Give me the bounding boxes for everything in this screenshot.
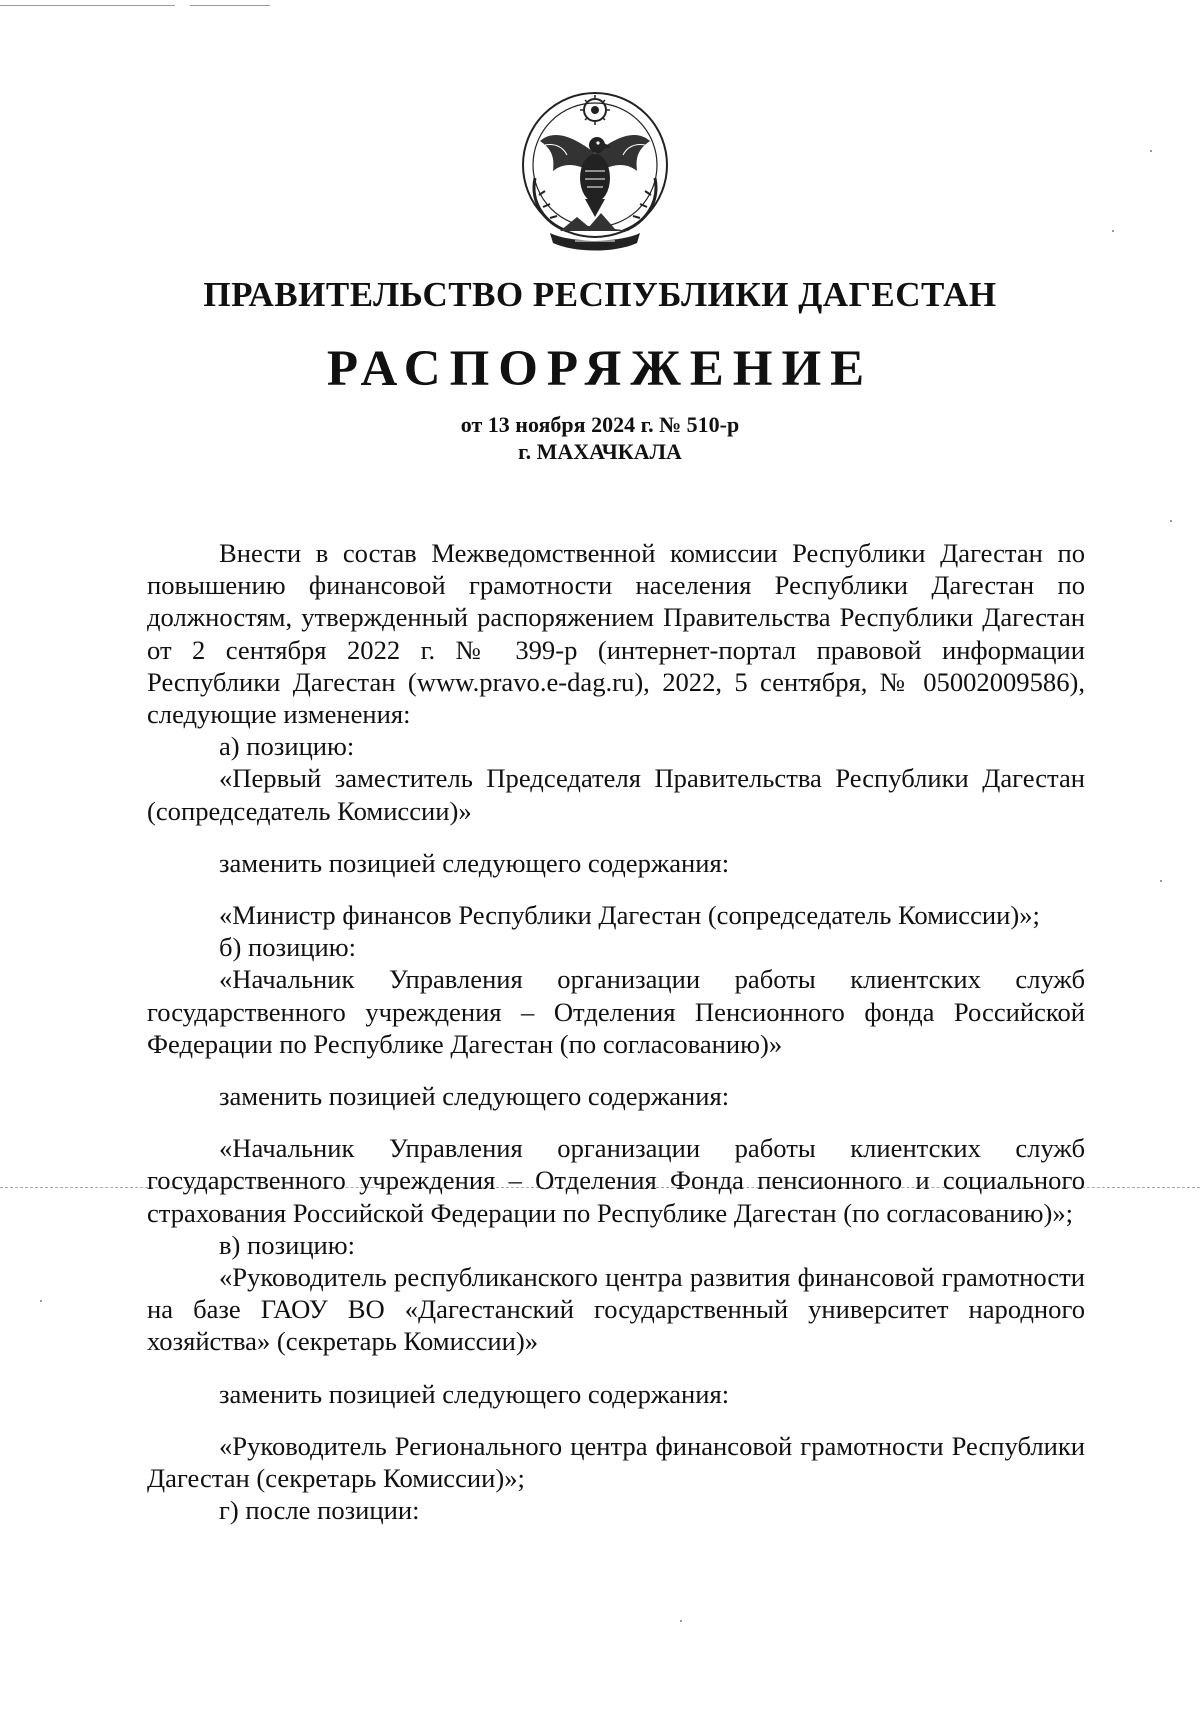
government-title: ПРАВИТЕЛЬСТВО РЕСПУБЛИКИ ДАГЕСТАН [203, 275, 997, 314]
item-g-label: г) после позиции: [219, 1495, 420, 1526]
scan-speck [1170, 520, 1172, 522]
scan-speck [1160, 880, 1162, 882]
intro-paragraph: Внести в состав Межведомственной комиссии Республики Дагестан по повышению финансовой грамотности населения Республики Дагестан по должностям, утвержденный распоряжением Правительства Республики Дагестан от 2 сентября 2022 г. № 399-р (интернет-портал правовой информации Республики Дагестан (www.pravo.e-dag.ru), 2022, 5 сентября, № 05002009586), следующие изменения: [147, 538, 1085, 730]
item-b-label: б) позицию: [219, 932, 357, 963]
document-date-number: от 13 ноября 2024 г. № 510-р [460, 412, 740, 437]
document-city: г. МАХАЧКАЛА [518, 439, 682, 464]
item-b-new-position: «Начальник Управления организации работы клиентских служб государственного учреждения – Отделения Фонда пенсионного и социального страхования Российской Федерации по Республике Дагестан (по согласованию)»; [147, 1133, 1085, 1228]
scan-speck [40, 1300, 42, 1302]
item-v-label: в) позицию: [219, 1229, 356, 1260]
item-a-label: а) позицию: [219, 731, 355, 762]
document-body [147, 537, 1085, 1526]
item-b-replace-text: заменить позицией следующего содержания: [219, 1081, 730, 1112]
item-v-old-position: «Руководитель республиканского центра развития финансовой грамотности на базе ГАОУ ВО «Дагестанский государственный университет народного хозяйства» (секретарь Комиссии)» [147, 1262, 1085, 1357]
item-v-new-position: «Руководитель Регионального центра финансовой грамотности Республики Дагестан (секретарь Комиссии)»; [147, 1430, 1085, 1494]
document-type-title: РАСПОРЯЖЕНИЕ [326, 341, 874, 397]
item-a-new-position: «Министр финансов Республики Дагестан (сопредседатель Комиссии)»; [219, 900, 1040, 931]
scan-edge-line [190, 5, 270, 6]
scan-speck [680, 1620, 682, 1622]
item-a-old-position: «Первый заместитель Председателя Правительства Республики Дагестан (сопредседатель Комиссии)» [147, 763, 1085, 826]
scan-edge-line [0, 5, 175, 6]
item-b-old-position: «Начальник Управления организации работы клиентских служб государственного учреждения – Отделения Пенсионного фонда Российской Федерации по Республике Дагестан (по согласованию)» [147, 964, 1085, 1059]
scan-speck [1112, 230, 1114, 232]
dagestan-coat-of-arms-icon [505, 83, 685, 258]
item-v-replace-text: заменить позицией следующего содержания: [219, 1378, 730, 1409]
scan-speck [1150, 150, 1152, 152]
item-a-replace-text: заменить позицией следующего содержания: [219, 847, 730, 878]
